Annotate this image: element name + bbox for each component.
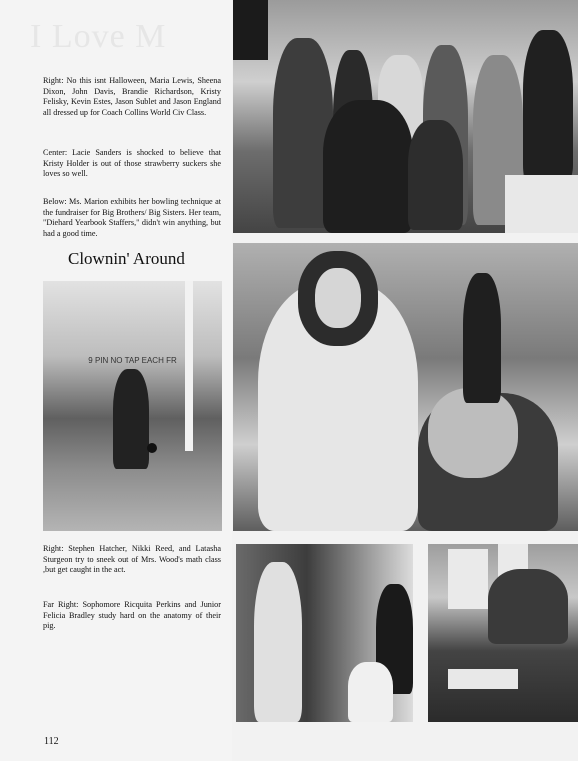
caption-hallway-photo: Right: Stephen Hatcher, Nikki Reed, and Latasha Sturgeon try to sneek out of Mrs. Wood's math class ,but get caught in the act. — [43, 544, 221, 575]
lab-photo — [428, 544, 578, 722]
page-number: 112 — [44, 736, 59, 747]
hallway-photo — [236, 544, 413, 722]
bowling-photo — [43, 281, 222, 531]
lacie-sanders-photo — [233, 243, 578, 531]
caption-center-photo: Center: Lacie Sanders is shocked to believe that Kristy Holder is out of those strawberry suckers she loves so well. — [43, 148, 221, 179]
section-title: Clownin' Around — [68, 249, 185, 268]
background-title: I Love M — [30, 18, 167, 55]
caption-bowling-photo: Below: Ms. Marion exhibits her bowling technique at the fundraiser for Big Brothers/ Big Sisters. Her team, "Diehard Yearbook Staffers," didn't win anything, but had a good time. — [43, 197, 221, 238]
bowling-alley-sign: 9 PIN NO TAP EACH FR — [88, 356, 177, 365]
flag — [233, 0, 268, 60]
caption-costume-photo: Right: No this isnt Halloween, Maria Lewis, Sheena Dixon, John Davis, Brandie Richardson, Kristy Felisky, Kevin Estes, Jason Sublet and Jason England all dressed up for Coach Collins World Civ Class. — [43, 76, 221, 117]
caption-lab-photo: Far Right: Sophomore Ricquita Perkins and Junior Felicia Bradley study hard on the anatomy of their pig. — [43, 600, 221, 631]
costume-group-photo — [233, 0, 578, 233]
